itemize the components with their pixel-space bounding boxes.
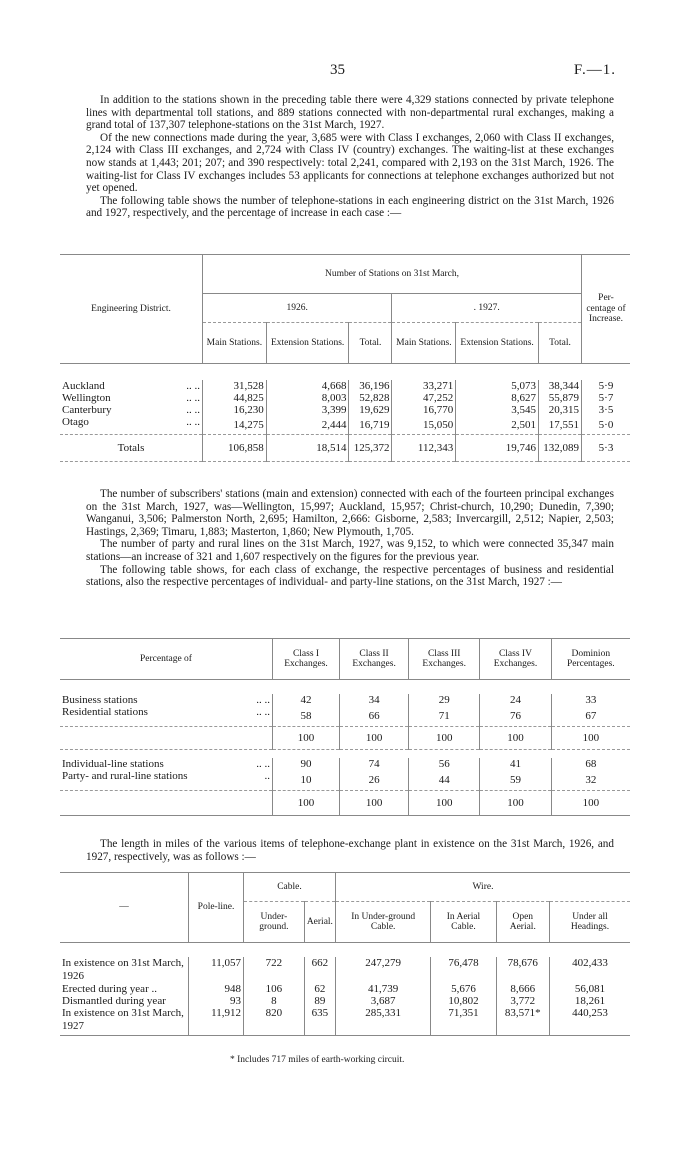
cell: 8,627 bbox=[456, 392, 539, 404]
cell: 59 bbox=[480, 770, 551, 791]
exchange-plant-table bbox=[60, 872, 630, 1036]
cell: 5·3 bbox=[582, 435, 631, 462]
cell: 8,003 bbox=[266, 392, 349, 404]
sum-row bbox=[60, 727, 630, 750]
cell: 42 bbox=[273, 694, 340, 706]
row-label: In existence on 31st March, 1927 bbox=[62, 1007, 184, 1032]
col-header-underground: Under-ground. bbox=[244, 902, 305, 943]
middle-paragraphs bbox=[86, 488, 614, 589]
col-header-blank: — bbox=[60, 873, 189, 943]
cell: 247,279 bbox=[335, 957, 430, 983]
cell: 100 bbox=[340, 791, 409, 816]
table-row bbox=[60, 957, 630, 983]
percentage-by-class-table bbox=[60, 638, 630, 816]
table-row bbox=[60, 758, 630, 770]
intro-paragraphs bbox=[86, 94, 614, 220]
cell: 132,089 bbox=[538, 435, 581, 462]
col-header-percentage-of: Percentage of bbox=[140, 653, 192, 664]
row-label: Dismantled during year bbox=[62, 995, 166, 1007]
cell: 820 bbox=[244, 1007, 305, 1036]
cell: 100 bbox=[551, 727, 630, 750]
sum-row bbox=[60, 791, 630, 816]
paragraph: The number of party and rural lines on the 31st March, 1927, was 9,152, to which were connected 35,347 main stations—an increase of 321 and 1,607 respectively on the figures for the previous year. bbox=[86, 538, 614, 563]
cell: 36,196 bbox=[349, 380, 392, 392]
cell: 100 bbox=[273, 791, 340, 816]
col-header-pole-line: Pole-line. bbox=[189, 873, 244, 943]
cell: 402,433 bbox=[550, 957, 631, 983]
cell: 41,739 bbox=[335, 983, 430, 995]
cell: 125,372 bbox=[349, 435, 392, 462]
cell: 3·5 bbox=[582, 404, 631, 416]
cell: 33,271 bbox=[392, 380, 456, 392]
cell: 8,666 bbox=[496, 983, 549, 995]
cell: 41 bbox=[480, 758, 551, 770]
cell: 100 bbox=[409, 791, 480, 816]
leader-dots: .. .. bbox=[186, 392, 200, 404]
cell: 14,275 bbox=[203, 416, 267, 435]
cell: 5·0 bbox=[582, 416, 631, 435]
cell: 20,315 bbox=[538, 404, 581, 416]
row-label: Business stations bbox=[62, 694, 138, 706]
cell: 16,719 bbox=[349, 416, 392, 435]
cell: 47,252 bbox=[392, 392, 456, 404]
col-header-class1: Class I Exchanges. bbox=[273, 639, 340, 680]
cell: 100 bbox=[551, 791, 630, 816]
document-id: F.—1. bbox=[573, 62, 616, 78]
cell: 4,668 bbox=[266, 380, 349, 392]
cell: 34 bbox=[340, 694, 409, 706]
page-number: 35 bbox=[330, 62, 345, 78]
cell: 3,772 bbox=[496, 995, 549, 1007]
cell: 71,351 bbox=[431, 1007, 496, 1036]
district-name: Wellington bbox=[62, 392, 111, 404]
cell: 285,331 bbox=[335, 1007, 430, 1036]
cell: 76,478 bbox=[431, 957, 496, 983]
cell: 19,629 bbox=[349, 404, 392, 416]
table-row bbox=[60, 404, 630, 416]
cell: 93 bbox=[189, 995, 244, 1007]
col-header-total-1927: Total. bbox=[538, 323, 581, 364]
cell: 3,399 bbox=[266, 404, 349, 416]
cell: 722 bbox=[244, 957, 305, 983]
cell: 100 bbox=[409, 727, 480, 750]
paragraph: The length in miles of the various items of telephone-exchange plant in existence on the 31st March, 1926, and 1927, respectively, was as follows :— bbox=[86, 838, 614, 863]
table-row bbox=[60, 995, 630, 1007]
cell: 52,828 bbox=[349, 392, 392, 404]
cell: 106 bbox=[244, 983, 305, 995]
table-row bbox=[60, 392, 630, 404]
col-header-cable: Cable. bbox=[244, 873, 336, 902]
row-label: In existence on 31st March, 1926 bbox=[62, 957, 184, 982]
row-label: Party- and rural-line stations bbox=[62, 770, 188, 782]
cell: 5·7 bbox=[582, 392, 631, 404]
col-header-class3: Class III Exchanges. bbox=[409, 639, 480, 680]
cell: 18,261 bbox=[550, 995, 631, 1007]
col-header-aerial: Aerial. bbox=[304, 902, 335, 943]
cell: 32 bbox=[551, 770, 630, 791]
paragraph: The number of subscribers' stations (main and extension) connected with each of the fourteen principal exchanges on the 31st March, 1927, was—Wellington, 15,997; Auckland, 15,957; Christ-church, 10,290; Dunedin, 7,390; Wanganui, 3,506; Palmerston North, 2,695; Hamilton, 2,666: Gisborne, 2,583; Invercargill, 2,512; Napier, 2,503; Hastings, 2,369; Timaru, 1,883; Masterton, 1,860; New Plymouth, 1,705. bbox=[86, 488, 614, 538]
col-header-in-underground-cable: In Under-ground Cable. bbox=[335, 902, 430, 943]
leader-dots: .. bbox=[264, 770, 270, 782]
cell: 100 bbox=[480, 727, 551, 750]
cell: 5,073 bbox=[456, 380, 539, 392]
table-row bbox=[60, 770, 630, 791]
cell: 15,050 bbox=[392, 416, 456, 435]
col-header-class2: Class II Exchanges. bbox=[340, 639, 409, 680]
col-header-1927: . 1927. bbox=[392, 294, 582, 323]
cell: 18,514 bbox=[266, 435, 349, 462]
table-row bbox=[60, 706, 630, 727]
col-header-number: Number of Stations on 31st March, bbox=[203, 255, 582, 294]
cell: 100 bbox=[480, 791, 551, 816]
plant-paragraph bbox=[86, 838, 614, 863]
totals-label: Totals bbox=[117, 442, 145, 454]
cell: 100 bbox=[273, 727, 340, 750]
cell: 78,676 bbox=[496, 957, 549, 983]
paragraph: The following table shows the number of telephone-stations in each engineering district on the 31st March, 1926 and 1927, respectively, and the percentage of increase in each case :— bbox=[86, 194, 614, 220]
cell: 948 bbox=[189, 983, 244, 995]
cell: 2,501 bbox=[456, 416, 539, 435]
cell: 635 bbox=[304, 1007, 335, 1036]
paragraph: The following table shows, for each class of exchange, the respective percentages of business and residential stations, also the respective percentages of individual- and party-line stations, on the 31st March, 1927 :— bbox=[86, 563, 614, 589]
leader-dots: .. .. bbox=[186, 380, 200, 392]
table-row bbox=[60, 1007, 630, 1036]
cell: 17,551 bbox=[538, 416, 581, 435]
district-name: Auckland bbox=[62, 380, 105, 392]
cell: 26 bbox=[340, 770, 409, 791]
cell: 100 bbox=[340, 727, 409, 750]
cell: 24 bbox=[480, 694, 551, 706]
col-header-1926: 1926. bbox=[203, 294, 392, 323]
cell: 55,879 bbox=[538, 392, 581, 404]
cell: 56,081 bbox=[550, 983, 631, 995]
cell: 11,912 bbox=[189, 1007, 244, 1036]
leader-dots: .. .. bbox=[256, 758, 270, 770]
cell: 33 bbox=[551, 694, 630, 706]
cell: 90 bbox=[273, 758, 340, 770]
district-name: Otago bbox=[62, 416, 89, 428]
cell: 56 bbox=[409, 758, 480, 770]
table-row bbox=[60, 416, 630, 435]
cell: 62 bbox=[304, 983, 335, 995]
cell: 5·9 bbox=[582, 380, 631, 392]
col-header-district: Engineering District. bbox=[60, 255, 203, 364]
cell: 68 bbox=[551, 758, 630, 770]
table-row bbox=[60, 983, 630, 995]
cell: 2,444 bbox=[266, 416, 349, 435]
district-name: Canterbury bbox=[62, 404, 112, 416]
col-header-class4: Class IV Exchanges. bbox=[480, 639, 551, 680]
page-header bbox=[0, 62, 700, 82]
cell: 76 bbox=[480, 706, 551, 727]
col-header-percentage: Per-centage of Increase. bbox=[582, 255, 631, 364]
cell: 440,253 bbox=[550, 1007, 631, 1036]
table-row bbox=[60, 694, 630, 706]
cell: 106,858 bbox=[203, 435, 267, 462]
cell: 66 bbox=[340, 706, 409, 727]
table-row bbox=[60, 380, 630, 392]
cell: 58 bbox=[273, 706, 340, 727]
leader-dots: .. .. bbox=[256, 694, 270, 706]
cell: 89 bbox=[304, 995, 335, 1007]
cell: 44 bbox=[409, 770, 480, 791]
cell: 662 bbox=[304, 957, 335, 983]
cell: 67 bbox=[551, 706, 630, 727]
row-label: Residential stations bbox=[62, 706, 148, 718]
cell: 11,057 bbox=[189, 957, 244, 983]
cell: 19,746 bbox=[456, 435, 539, 462]
cell: 8 bbox=[244, 995, 305, 1007]
leader-dots: .. .. bbox=[256, 706, 270, 718]
paragraph: Of the new connections made during the year, 3,685 were with Class I exchanges, 2,060 with Class II exchanges, 2,124 with Class III exchanges, and 2,724 with Class IV (country) exchanges. The waiting-list at these exchanges now stands at 1,443; 201; 207; and 390 respectively: total 2,241, compared with 2,193 on the 31st March, 1926. The waiting-list for Class IV exchanges includes 53 applicants for connections at telephone exchanges authorized but not yet opened. bbox=[86, 131, 614, 195]
footnote: * Includes 717 miles of earth-working circuit. bbox=[230, 1055, 405, 1065]
cell: 10,802 bbox=[431, 995, 496, 1007]
cell: 3,545 bbox=[456, 404, 539, 416]
cell: 71 bbox=[409, 706, 480, 727]
col-header-in-aerial-cable: In Aerial Cable. bbox=[431, 902, 496, 943]
cell: 44,825 bbox=[203, 392, 267, 404]
cell: 10 bbox=[273, 770, 340, 791]
col-header-ext-1926: Extension Stations. bbox=[266, 323, 349, 364]
row-label: Erected during year .. bbox=[62, 983, 157, 995]
paragraph: In addition to the stations shown in the preceding table there were 4,329 stations connected by private telephone lines with departmental toll stations, and 889 stations connected with non-departmental rural exchanges, making a grand total of 137,307 telephone-stations on the 31st March, 1927. bbox=[86, 94, 614, 132]
row-label: Individual-line stations bbox=[62, 758, 164, 770]
cell: 5,676 bbox=[431, 983, 496, 995]
col-header-main-1926: Main Stations. bbox=[203, 323, 267, 364]
col-header-dominion: Dominion Percentages. bbox=[551, 639, 630, 680]
cell: 38,344 bbox=[538, 380, 581, 392]
stations-by-district-table bbox=[60, 254, 630, 462]
col-header-wire: Wire. bbox=[335, 873, 630, 902]
cell: 31,528 bbox=[203, 380, 267, 392]
col-header-total-1926: Total. bbox=[349, 323, 392, 364]
cell: 16,230 bbox=[203, 404, 267, 416]
totals-row bbox=[60, 435, 630, 462]
col-header-open-aerial: Open Aerial. bbox=[496, 902, 549, 943]
cell: 74 bbox=[340, 758, 409, 770]
cell: 83,571* bbox=[496, 1007, 549, 1036]
cell: 3,687 bbox=[335, 995, 430, 1007]
leader-dots: .. .. bbox=[186, 404, 200, 416]
cell: 16,770 bbox=[392, 404, 456, 416]
cell: 29 bbox=[409, 694, 480, 706]
col-header-ext-1927: Extension Stations. bbox=[456, 323, 539, 364]
col-header-main-1927: Main Stations. bbox=[392, 323, 456, 364]
cell: 112,343 bbox=[392, 435, 456, 462]
col-header-all-headings: Under all Headings. bbox=[550, 902, 631, 943]
leader-dots: .. .. bbox=[186, 416, 200, 428]
